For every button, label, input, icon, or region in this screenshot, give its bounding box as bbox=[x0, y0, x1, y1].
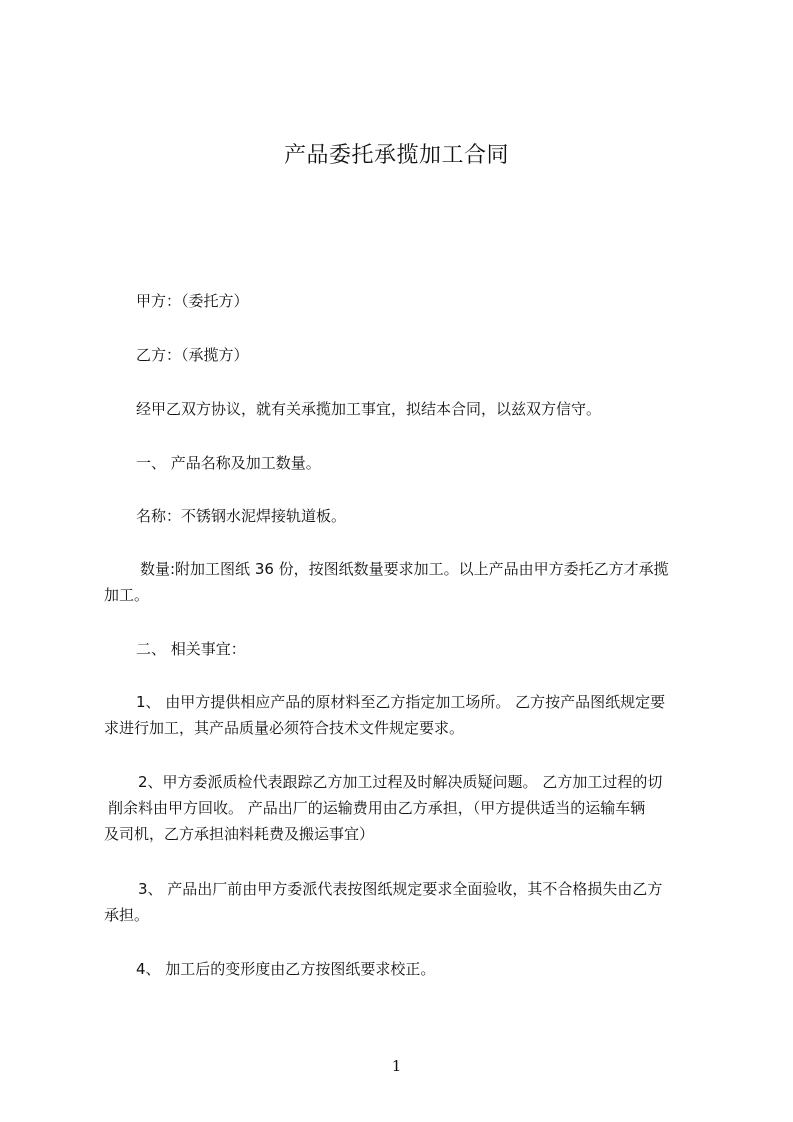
section-1-heading: 一、 产品名称及加工数量。 bbox=[136, 454, 321, 472]
page-number: 1 bbox=[391, 1057, 402, 1075]
party-b-line: 乙方：（承揽方） bbox=[136, 346, 249, 364]
quantity-line-1: 数量:附加工图纸 36 份，按图纸数量要求加工。以上产品由甲方委托乙方才承揽 bbox=[140, 560, 669, 578]
quantity-paragraph bbox=[104, 556, 710, 608]
item-1-paragraph bbox=[104, 689, 710, 741]
item-3-line-2: 承担。 bbox=[104, 906, 150, 924]
quantity-line-2: 加工。 bbox=[104, 586, 150, 604]
party-a-line: 甲方：（委托方） bbox=[136, 292, 249, 310]
item-4-paragraph: 4、 加工后的变形度由乙方按图纸要求校正。 bbox=[136, 960, 436, 978]
document-title: 产品委托承揽加工合同 bbox=[283, 143, 509, 168]
item-1-line-1: 1、 由甲方提供相应产品的原材料至乙方指定加工场所。 乙方按产品图纸规定要 bbox=[136, 693, 666, 711]
item-3-line-1: 3、 产品出厂前由甲方委派代表按图纸规定要求全面验收，其不合格损失由乙方 bbox=[138, 880, 663, 898]
product-name-line: 名称：不锈钢水泥焊接轨道板。 bbox=[136, 507, 347, 525]
item-1-line-2: 求进行加工，其产品质量必须符合技术文件规定要求。 bbox=[104, 719, 465, 737]
item-2-line-2: 削余料由甲方回收。 产品出厂的运输费用由乙方承担，（甲方提供适当的运输车辆 bbox=[108, 799, 646, 817]
item-2-line-1: 2、甲方委派质检代表跟踪乙方加工过程及时解决质疑问题。 乙方加工过程的切 bbox=[138, 773, 663, 791]
item-2-line-3: 及司机，乙方承担油料耗费及搬运事宜） bbox=[104, 825, 375, 843]
intro-paragraph: 经甲乙双方协议，就有关承揽加工事宜，拟结本合同，以兹双方信守。 bbox=[136, 400, 602, 418]
section-2-heading: 二、 相关事宜： bbox=[136, 640, 246, 658]
item-2-paragraph bbox=[104, 769, 710, 847]
item-3-paragraph bbox=[104, 876, 710, 928]
